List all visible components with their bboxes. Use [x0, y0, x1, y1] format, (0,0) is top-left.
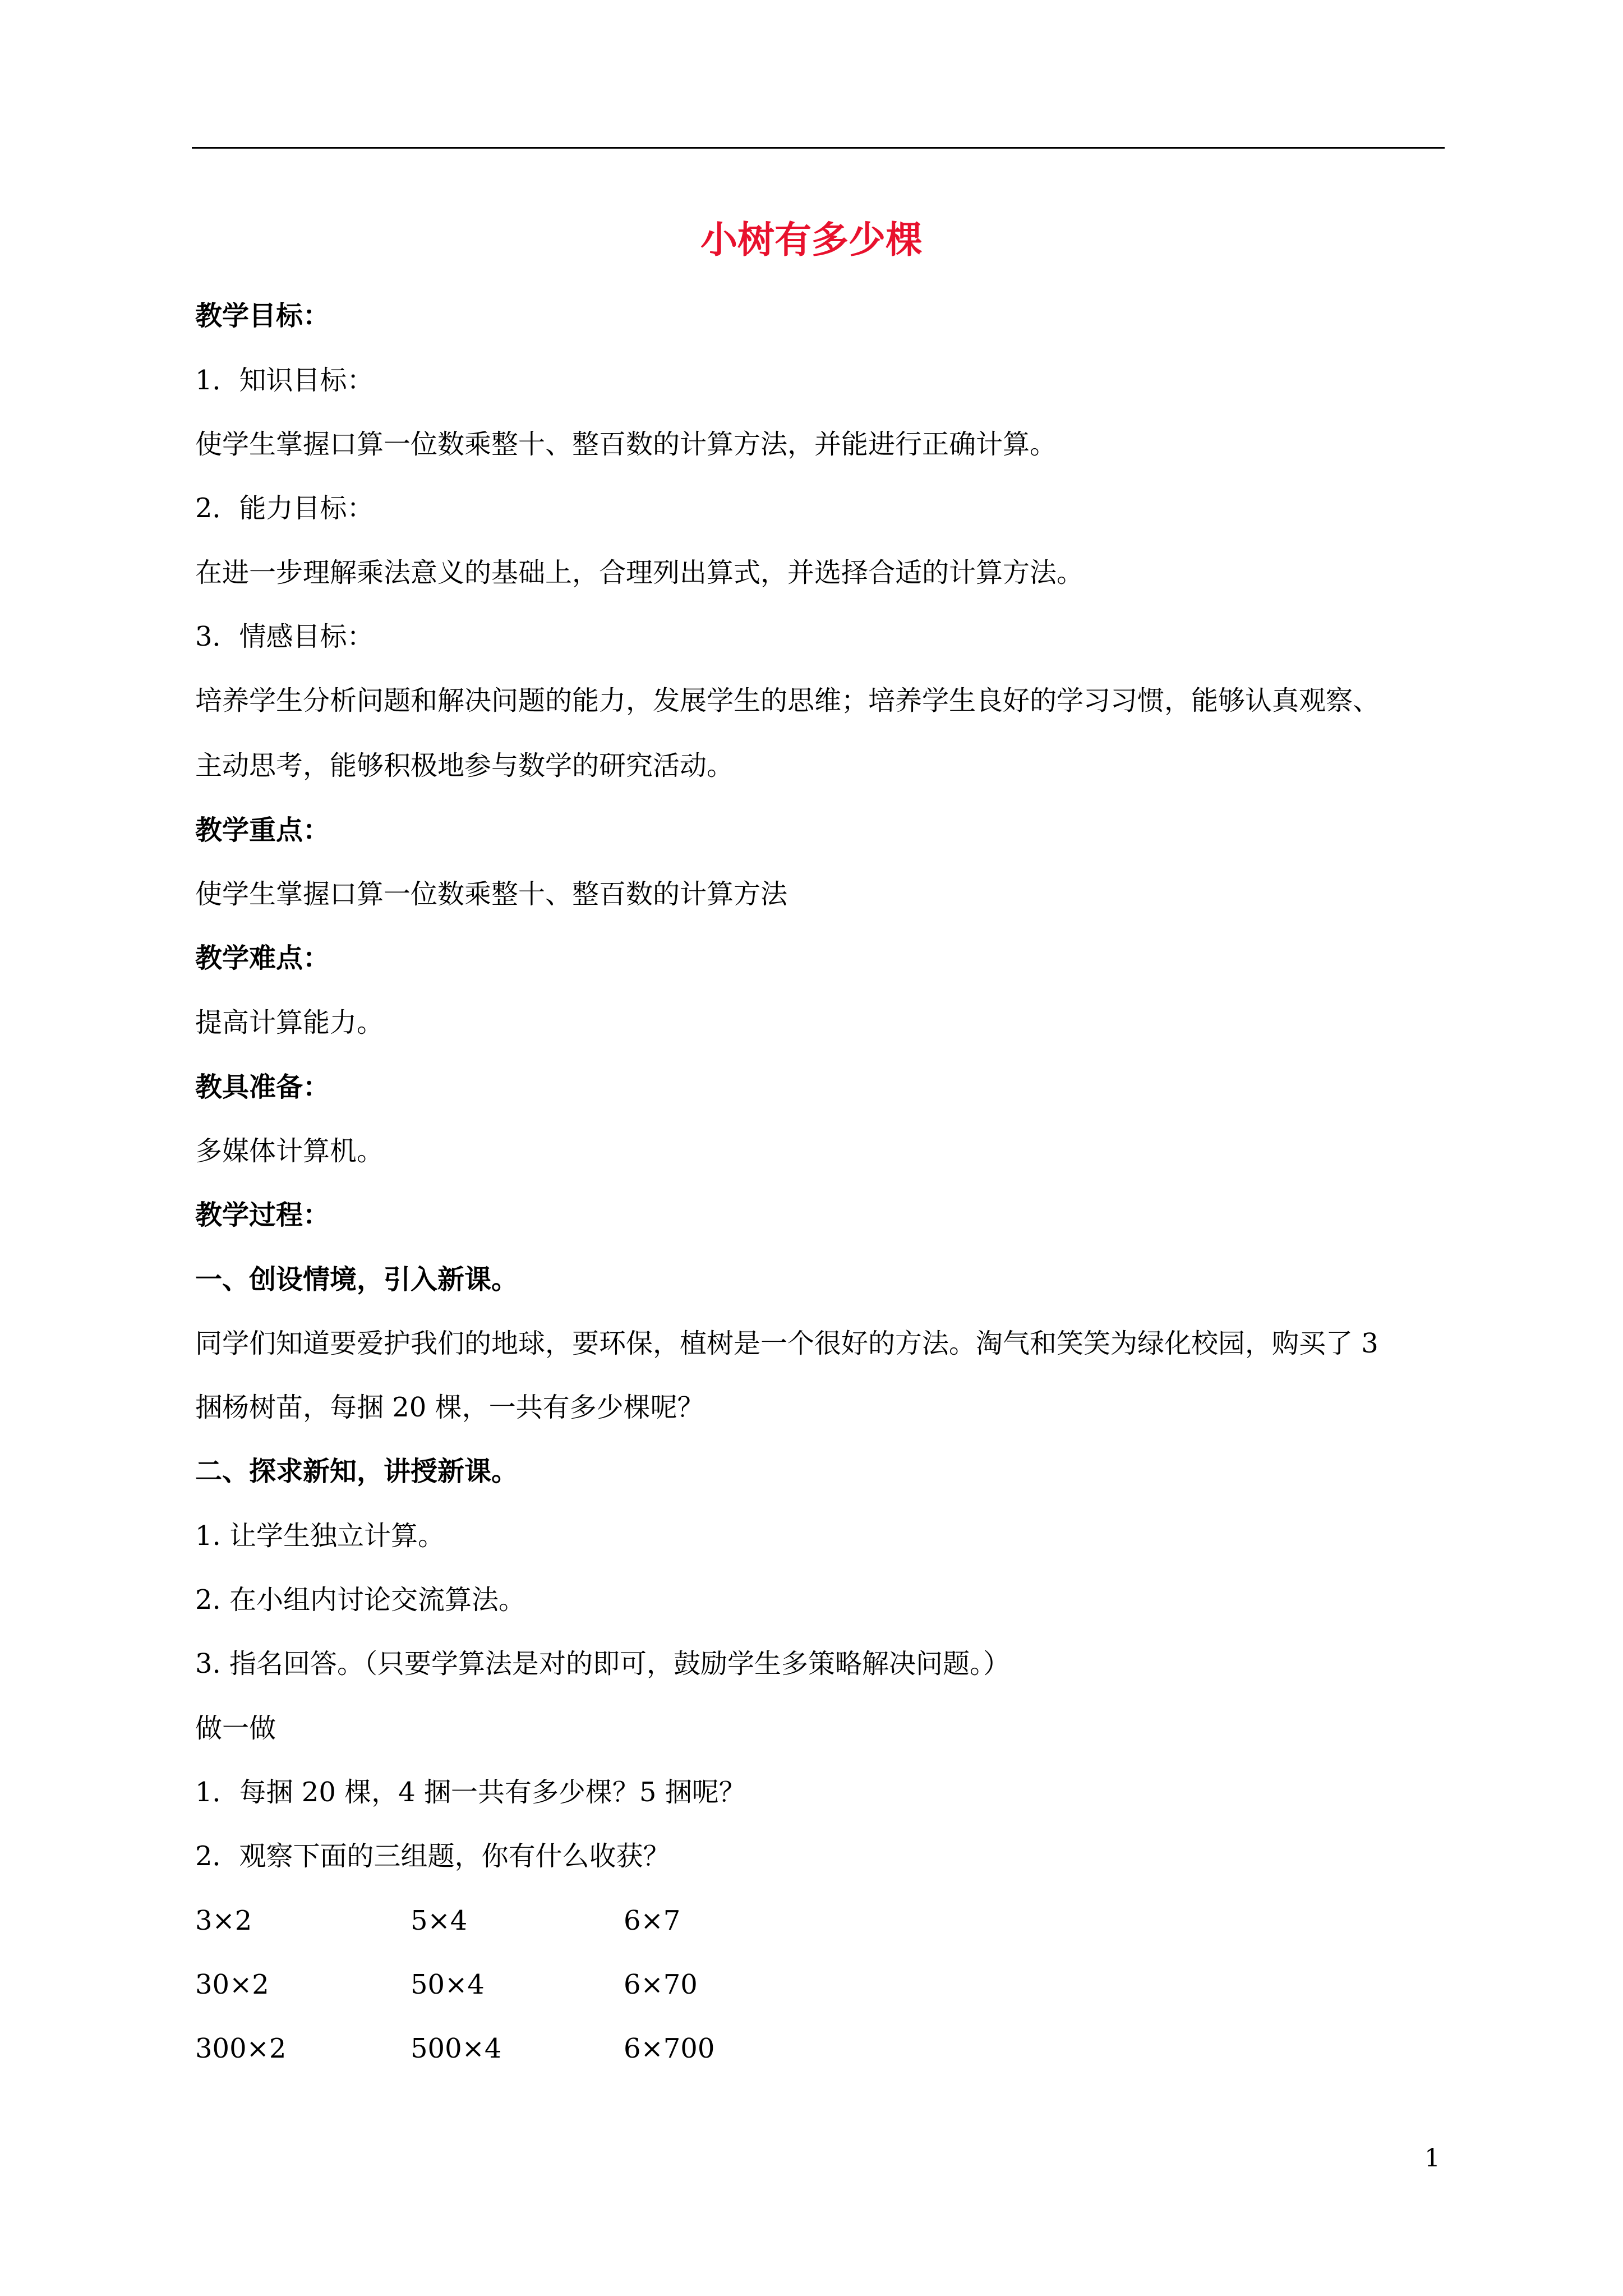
exercise-item: 30×2: [195, 1969, 269, 2000]
exercise-item: 3×2: [195, 1905, 252, 1936]
body-line: 2．观察下面的三组题，你有什么收获？: [195, 1841, 670, 1872]
section-heading: 教学重点：: [195, 815, 330, 846]
section-heading: 一、创设情境，引入新课。: [195, 1264, 519, 1295]
body-line: 3. 指名回答。（只要学算法是对的即可，鼓励学生多策略解决问题。）: [195, 1648, 1011, 1680]
body-line: 使学生掌握口算一位数乘整十、整百数的计算方法: [195, 878, 788, 910]
body-line: 同学们知道要爱护我们的地球，要环保，植树是一个很好的方法。淘气和笑笑为绿化校园，购买了 3: [195, 1328, 1378, 1359]
body-line: 3．情感目标：: [195, 621, 374, 652]
page-number: 1: [1424, 2144, 1440, 2173]
body-line: 2．能力目标：: [195, 493, 374, 524]
document-title: 小树有多少棵: [700, 218, 923, 261]
body-line: 2. 在小组内讨论交流算法。: [195, 1584, 526, 1616]
exercise-item: 5×4: [411, 1905, 468, 1936]
body-line: 培养学生分析问题和解决问题的能力，发展学生的思维；培养学生良好的学习习惯，能够认真观察、: [195, 685, 1380, 716]
exercise-item: 6×700: [624, 2033, 715, 2064]
body-line: 主动思考，能够积极地参与数学的研究活动。: [195, 750, 734, 781]
section-heading: 二、探求新知，讲授新课。: [195, 1456, 519, 1487]
exercise-item: 50×4: [411, 1969, 485, 2000]
exercise-item: 500×4: [411, 2033, 502, 2064]
section-heading: 教具准备：: [195, 1071, 330, 1103]
section-heading: 教学目标：: [195, 300, 330, 332]
exercise-item: 6×70: [624, 1969, 698, 2000]
exercise-item: 300×2: [195, 2033, 287, 2064]
body-line: 在进一步理解乘法意义的基础上，合理列出算式，并选择合适的计算方法。: [195, 557, 1084, 588]
body-line: 1. 让学生独立计算。: [195, 1520, 445, 1552]
exercise-item: 6×7: [624, 1905, 681, 1936]
body-line: 1．每捆 20 棵，4 捆一共有多少棵？5 捆呢？: [195, 1777, 746, 1808]
body-line: 提高计算能力。: [195, 1007, 384, 1038]
body-line: 多媒体计算机。: [195, 1135, 384, 1167]
body-line: 使学生掌握口算一位数乘整十、整百数的计算方法，并能进行正确计算。: [195, 429, 1057, 460]
body-line: 捆杨树苗，每捆 20 棵，一共有多少棵呢？: [195, 1392, 704, 1423]
body-line: 做一做: [195, 1713, 276, 1744]
section-heading: 教学过程：: [195, 1199, 330, 1231]
section-heading: 教学难点：: [195, 942, 330, 974]
header-rule: [192, 147, 1445, 149]
body-line: 1．知识目标：: [195, 365, 374, 396]
